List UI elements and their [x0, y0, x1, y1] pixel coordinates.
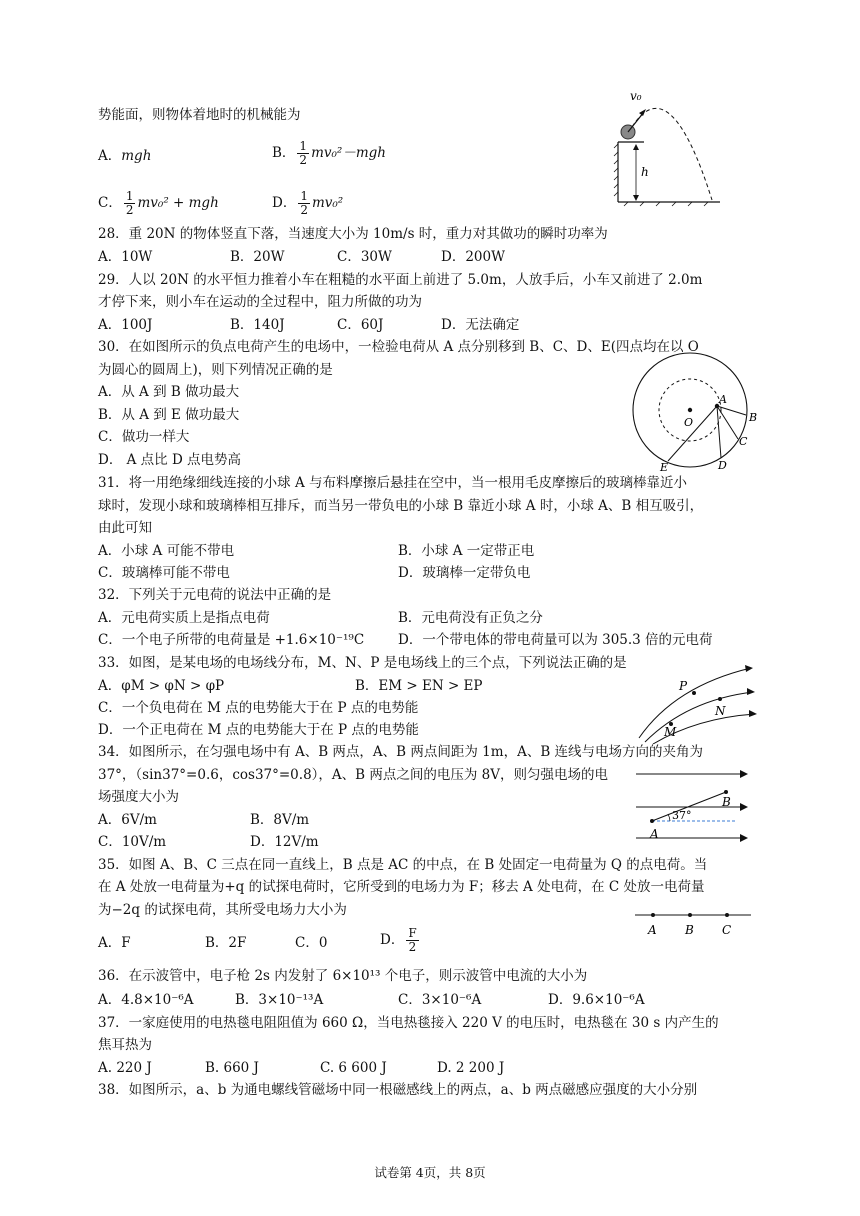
q35-stem-line2: 在 A 处放一电荷量为+q 的试探电荷时，它所受到的电场力为 F；移去 A 处电荷，在 C 处放一电荷量 — [98, 879, 705, 895]
q34-stem-line2: 37°，（sin37°=0.6，cos37°=0.8），A、B 两点之间的电压为 8V，则匀强电场的电 — [98, 767, 608, 783]
q28-stem: 28．重 20N 的物体竖直下落，当速度大小为 10m/s 时，重力对其做功的瞬时功率为 — [98, 226, 608, 242]
svg-text:A: A — [650, 827, 659, 841]
q34-option-b: B．8V/m — [250, 812, 310, 828]
q37-option-a: A. 220 J — [98, 1060, 152, 1076]
svg-text:O: O — [684, 416, 694, 429]
svg-text:N: N — [715, 704, 726, 718]
q30-option-b: B．从 A 到 E 做功最大 — [98, 407, 240, 423]
q31-option-c: C．玻璃棒可能不带电 — [98, 565, 230, 581]
q34-uniform-field-figure — [630, 766, 755, 846]
q38-stem: 38．如图所示，a、b 为通电螺线管磁场中同一根磁感线上的两点，a、b 两点磁感应强度的大小分别 — [98, 1082, 698, 1098]
q33-option-d: D．一个正电荷在 M 点的电势能大于在 P 点的电势能 — [98, 722, 419, 738]
q28-option-b: B．20W — [230, 249, 285, 265]
svg-text:C: C — [722, 923, 732, 937]
h-label: h — [641, 165, 649, 179]
q29-stem-line2: 才停下来，则小车在运动的全过程中，阻力所做的功为 — [98, 294, 422, 310]
q36-option-b: B．3×10⁻¹³A — [235, 992, 324, 1008]
q34-option-a: A．6V/m — [98, 812, 157, 828]
svg-text:A: A — [719, 393, 727, 406]
q27-option-d: D． $\frac{1}{2}$ mv₀² — [272, 189, 344, 217]
svg-text:D: D — [718, 459, 727, 472]
q37-option-d: D. 2 200 J — [437, 1060, 505, 1076]
q29-option-a: A．100J — [98, 317, 153, 333]
q32-option-d: D．一个带电体的带电荷量可以为 305.3 倍的元电荷 — [398, 632, 713, 648]
q36-option-d: D．9.6×10⁻⁶A — [548, 992, 645, 1008]
q35-option-d: D． $\frac{F}{2}$ — [380, 926, 417, 954]
q35-option-b: B．2F — [205, 935, 247, 951]
q28-option-d: D．200W — [441, 249, 505, 265]
svg-text:B: B — [722, 795, 731, 809]
q30-option-d: D． A 点比 D 点电势高 — [98, 452, 242, 468]
svg-text:M: M — [664, 725, 677, 739]
svg-text:C: C — [739, 435, 748, 448]
q32-stem: 32．下列关于元电荷的说法中正确的是 — [98, 587, 332, 603]
page-footer: 试卷第 4页，共 8页 — [374, 1165, 486, 1180]
q27-projectile-figure — [600, 82, 730, 212]
svg-text:A: A — [648, 923, 657, 937]
q31-option-d: D．玻璃棒一定带负电 — [398, 565, 531, 581]
q28-option-c: C．30W — [337, 249, 392, 265]
q32-option-a: A．元电荷实质上是指点电荷 — [98, 610, 270, 626]
v0-label: v₀ — [630, 89, 642, 103]
q27-stem-tail: 势能面，则物体着地时的机械能为 — [98, 107, 301, 123]
q30-option-c: C．做功一样大 — [98, 429, 190, 445]
svg-text:P: P — [679, 679, 688, 693]
q35-stem-line1: 35．如图 A、B、C 三点在同一直线上，B 点是 AC 的中点，在 B 处固定一电荷量为 Q 的点电荷。当 — [98, 857, 708, 873]
q31-stem-line3: 由此可知 — [98, 520, 152, 536]
svg-text:B: B — [685, 923, 694, 937]
q35-option-c: C．0 — [295, 935, 328, 951]
q30-stem-line1: 30．在如图所示的负点电荷产生的电场中，一检验电荷从 A 点分别移到 B、C、D、E(四点均在以 O — [98, 339, 699, 355]
q36-option-a: A．4.8×10⁻⁶A — [98, 992, 194, 1008]
q27-option-a: A．mgh — [98, 148, 152, 164]
q34-option-d: D．12V/m — [250, 834, 319, 850]
svg-text:B: B — [749, 411, 758, 424]
q31-option-b: B．小球 A 一定带正电 — [398, 543, 535, 559]
q32-option-c: C．一个电子所带的电荷量是 +1.6×10⁻¹⁹C — [98, 632, 365, 648]
q33-option-b: B．EM > EN > EP — [355, 678, 483, 694]
q27-option-c: C． $\frac{1}{2}$ mv₀² + mgh — [98, 189, 219, 217]
q29-stem-line1: 29．人以 20N 的水平恒力推着小车在粗糙的水平面上前进了 5.0m，人放手后，小车又前进了 2.0m — [98, 272, 703, 288]
q28-option-a: A．10W — [98, 249, 153, 265]
q33-option-a: A．φM > φN > φP — [98, 678, 225, 694]
svg-text:E: E — [660, 461, 669, 473]
q33-stem: 33．如图，是某电场的电场线分布，M、N、P 是电场线上的三个点，下列说法正确的是 — [98, 655, 627, 671]
q35-stem-line3: 为−2q 的试探电荷，其所受电场力大小为 — [98, 902, 347, 918]
q33-option-c: C．一个负电荷在 M 点的电势能大于在 P 点的电势能 — [98, 700, 419, 716]
q37-stem-line2: 焦耳热为 — [98, 1037, 152, 1053]
svg-text:37°: 37° — [672, 809, 692, 822]
q29-option-c: C．60J — [337, 317, 384, 333]
q37-option-c: C. 6 600 J — [320, 1060, 387, 1076]
q33-field-lines-figure — [635, 664, 760, 744]
q35-option-a: A．F — [98, 935, 131, 951]
q30-stem-line2: 为圆心的圆周上)，则下列情况正确的是 — [98, 362, 333, 378]
q32-option-b: B．元电荷没有正负之分 — [398, 610, 543, 626]
q31-stem-line2: 球时，发现小球和玻璃棒相互排斥，而当另一带负电的小球 B 靠近小球 A 时，小球 A、B 相互吸引， — [98, 498, 704, 514]
q29-option-d: D．无法确定 — [441, 317, 520, 333]
q37-option-b: B. 660 J — [205, 1060, 259, 1076]
q27-option-b: B． $\frac{1}{2}$ mv₀²－mgh — [272, 139, 386, 167]
q34-stem-line3: 场强度大小为 — [98, 789, 179, 805]
q29-option-b: B．140J — [230, 317, 285, 333]
q34-stem-line1: 34．如图所示，在匀强电场中有 A、B 两点，A、B 两点间距为 1m，A、B 连线与电场方向的夹角为 — [98, 744, 704, 760]
q36-option-c: C．3×10⁻⁶A — [398, 992, 482, 1008]
q36-stem: 36．在示波管中，电子枪 2s 内发射了 6×10¹³ 个电子，则示波管中电流的大小为 — [98, 968, 588, 984]
q31-option-a: A．小球 A 可能不带电 — [98, 543, 235, 559]
q34-option-c: C．10V/m — [98, 834, 167, 850]
q30-circle-figure — [630, 348, 765, 473]
q30-option-a: A．从 A 到 B 做功最大 — [98, 384, 240, 400]
q31-stem-line1: 31．将一用绝缘细线连接的小球 A 与布料摩擦后悬挂在空中，当一根用毛皮摩擦后的玻璃棒靠近小 — [98, 475, 688, 491]
q37-stem-line1: 37．一家庭使用的电热毯电阻阻值为 660 Ω，当电热毯接入 220 V 的电压时，电热毯在 30 s 内产生的 — [98, 1015, 719, 1031]
q35-abc-line-figure — [635, 905, 760, 940]
